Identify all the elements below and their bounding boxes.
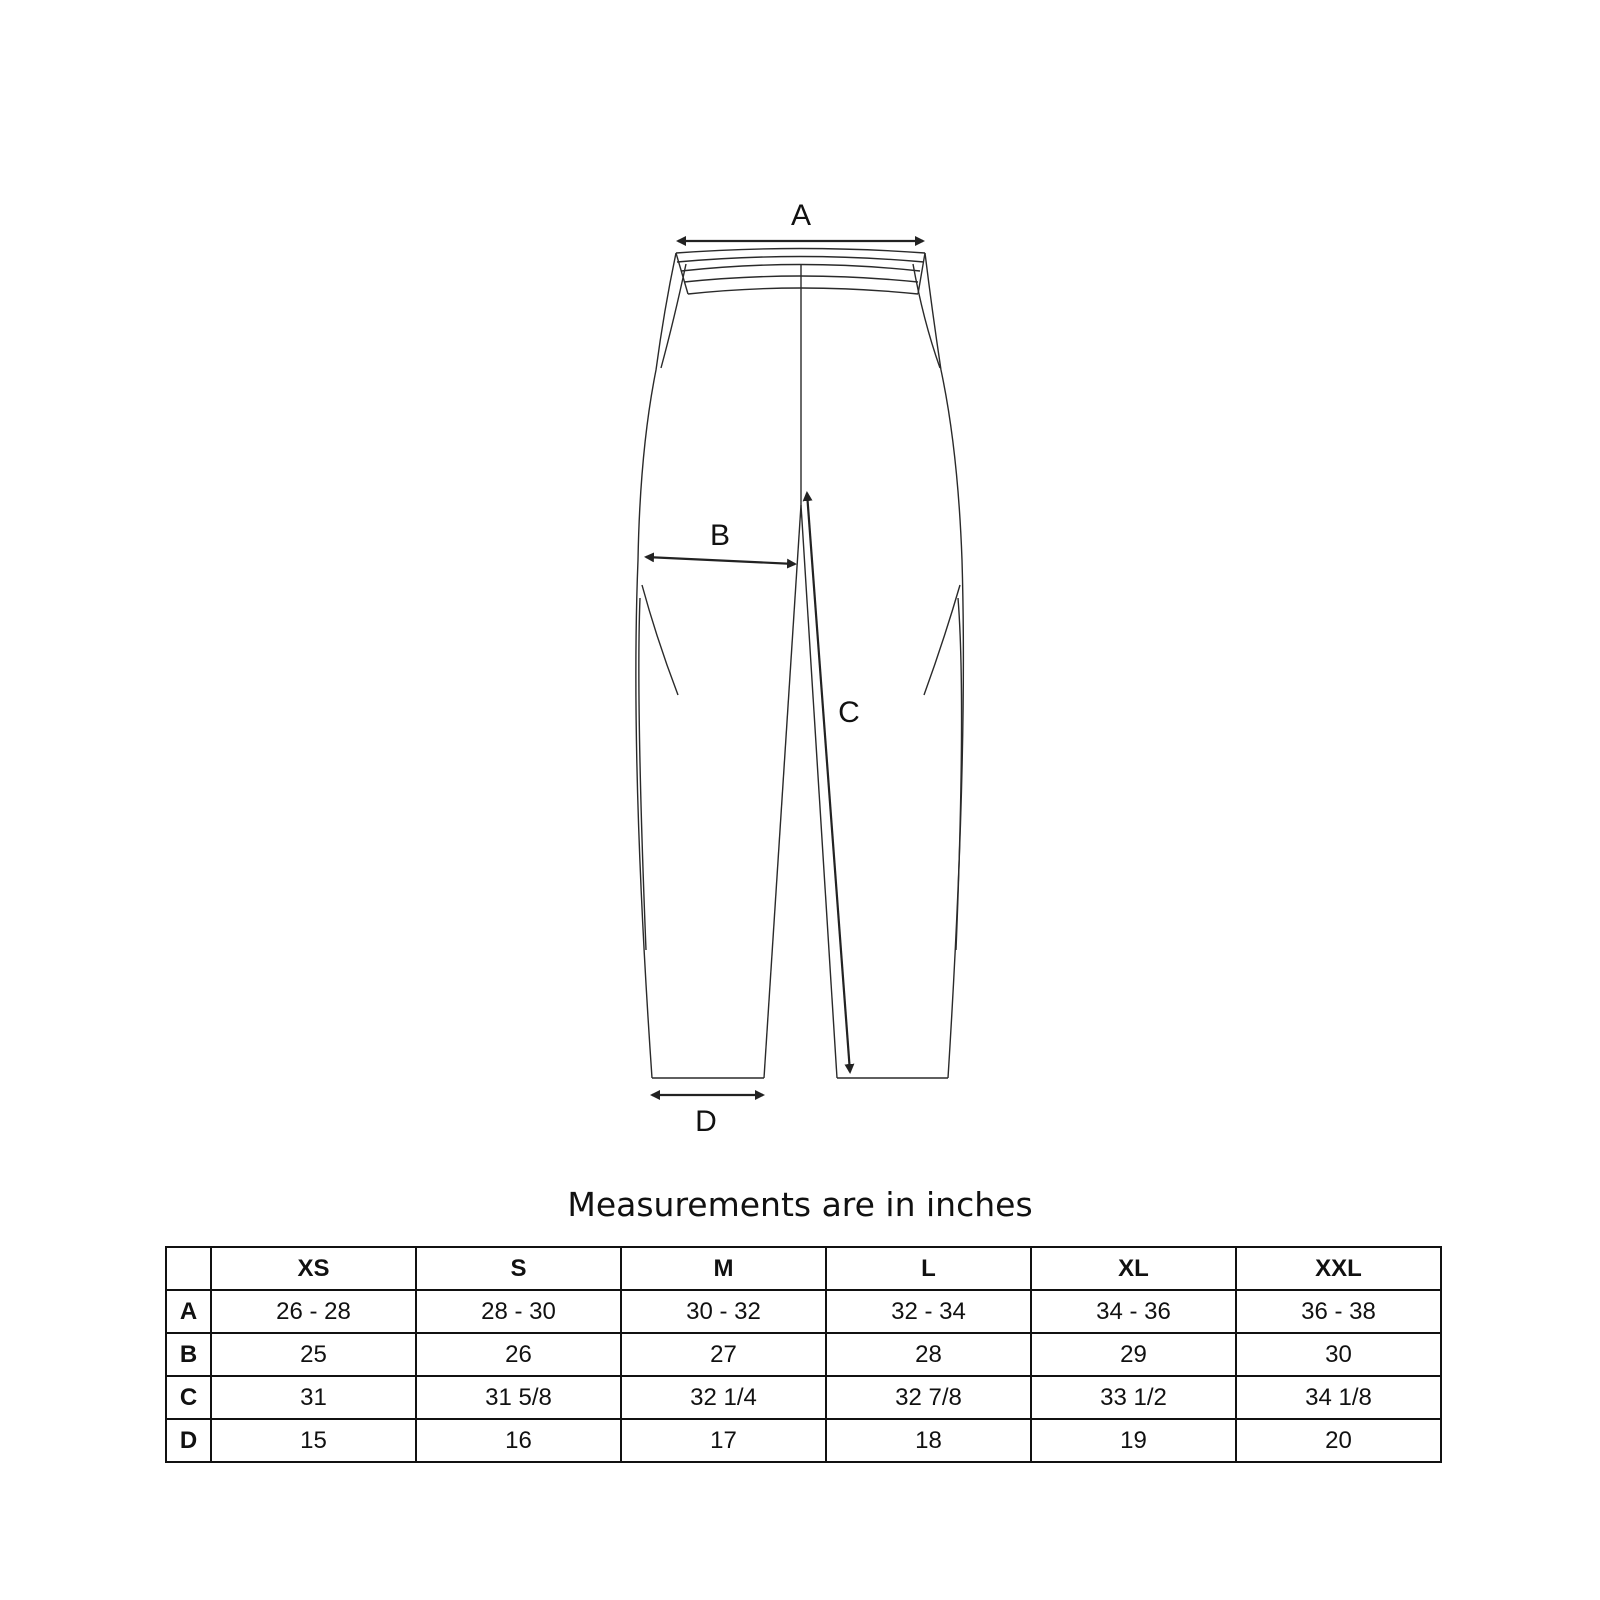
right-leg-outer: [925, 253, 963, 1078]
table-cell: 18: [826, 1419, 1031, 1462]
table-cell: 29: [1031, 1333, 1236, 1376]
row-label-c: C: [166, 1376, 211, 1419]
size-header-l: L: [826, 1247, 1031, 1290]
pants-outline: [636, 249, 964, 1079]
waistband-bottom: [688, 288, 918, 294]
measurement-c: [807, 493, 860, 1072]
size-header-xxl: XXL: [1236, 1247, 1441, 1290]
table-cell: 15: [211, 1419, 416, 1462]
table-cell: 32 - 34: [826, 1290, 1031, 1333]
table-cell: 17: [621, 1419, 826, 1462]
waistband-top: [676, 249, 925, 254]
left-leg-outer: [636, 253, 676, 1078]
label-a: A: [790, 199, 812, 232]
waistband-left-edge: [676, 253, 688, 294]
table-cell: 32 7/8: [826, 1376, 1031, 1419]
table-cell: 28: [826, 1333, 1031, 1376]
size-chart-table: [165, 1246, 1442, 1463]
row-label-b: B: [166, 1333, 211, 1376]
table-row: [166, 1290, 1441, 1333]
measurements-caption: Measurements are in inches: [567, 1185, 1033, 1224]
left-leg-inner: [764, 505, 801, 1078]
row-label-d: D: [166, 1419, 211, 1462]
size-header-xl: XL: [1031, 1247, 1236, 1290]
table-cell: 34 1/8: [1236, 1376, 1441, 1419]
row-label-a: A: [166, 1290, 211, 1333]
table-cell: 30 - 32: [621, 1290, 826, 1333]
label-d: D: [695, 1105, 717, 1138]
right-knee-seam-inner: [956, 598, 962, 950]
table-cell: 31 5/8: [416, 1376, 621, 1419]
table-cell: 33 1/2: [1031, 1376, 1236, 1419]
waistband-right-edge: [918, 253, 925, 294]
arrow-b: [646, 557, 795, 564]
table-cell: 19: [1031, 1419, 1236, 1462]
table-cell: 26: [416, 1333, 621, 1376]
table-row: [166, 1376, 1441, 1419]
table-row: [166, 1333, 1441, 1376]
right-leg-inner: [801, 505, 837, 1078]
size-header-s: S: [416, 1247, 621, 1290]
table-header-row: [166, 1247, 1441, 1290]
table-cell: 36 - 38: [1236, 1290, 1441, 1333]
measurement-a: [678, 199, 923, 241]
table-cell: 20: [1236, 1419, 1441, 1462]
table-cell: 26 - 28: [211, 1290, 416, 1333]
table-cell: 31: [211, 1376, 416, 1419]
table-corner-cell: [166, 1247, 211, 1290]
table-cell: 16: [416, 1419, 621, 1462]
table-row: [166, 1419, 1441, 1462]
label-c: C: [838, 696, 860, 729]
label-b: B: [709, 519, 731, 552]
table-cell: 30: [1236, 1333, 1441, 1376]
size-header-m: M: [621, 1247, 826, 1290]
right-pocket-line: [913, 264, 940, 368]
table-cell: 34 - 36: [1031, 1290, 1236, 1333]
size-header-xs: XS: [211, 1247, 416, 1290]
measurement-d: [652, 1095, 763, 1138]
arrow-c: [807, 493, 850, 1072]
table-cell: 27: [621, 1333, 826, 1376]
table-cell: 28 - 30: [416, 1290, 621, 1333]
table-cell: 32 1/4: [621, 1376, 826, 1419]
left-knee-seam-inner: [639, 598, 646, 950]
left-knee-seam: [642, 585, 678, 695]
right-knee-seam: [924, 585, 960, 695]
waistband-line-1: [677, 257, 924, 263]
measurement-b: [646, 519, 795, 564]
table-cell: 25: [211, 1333, 416, 1376]
